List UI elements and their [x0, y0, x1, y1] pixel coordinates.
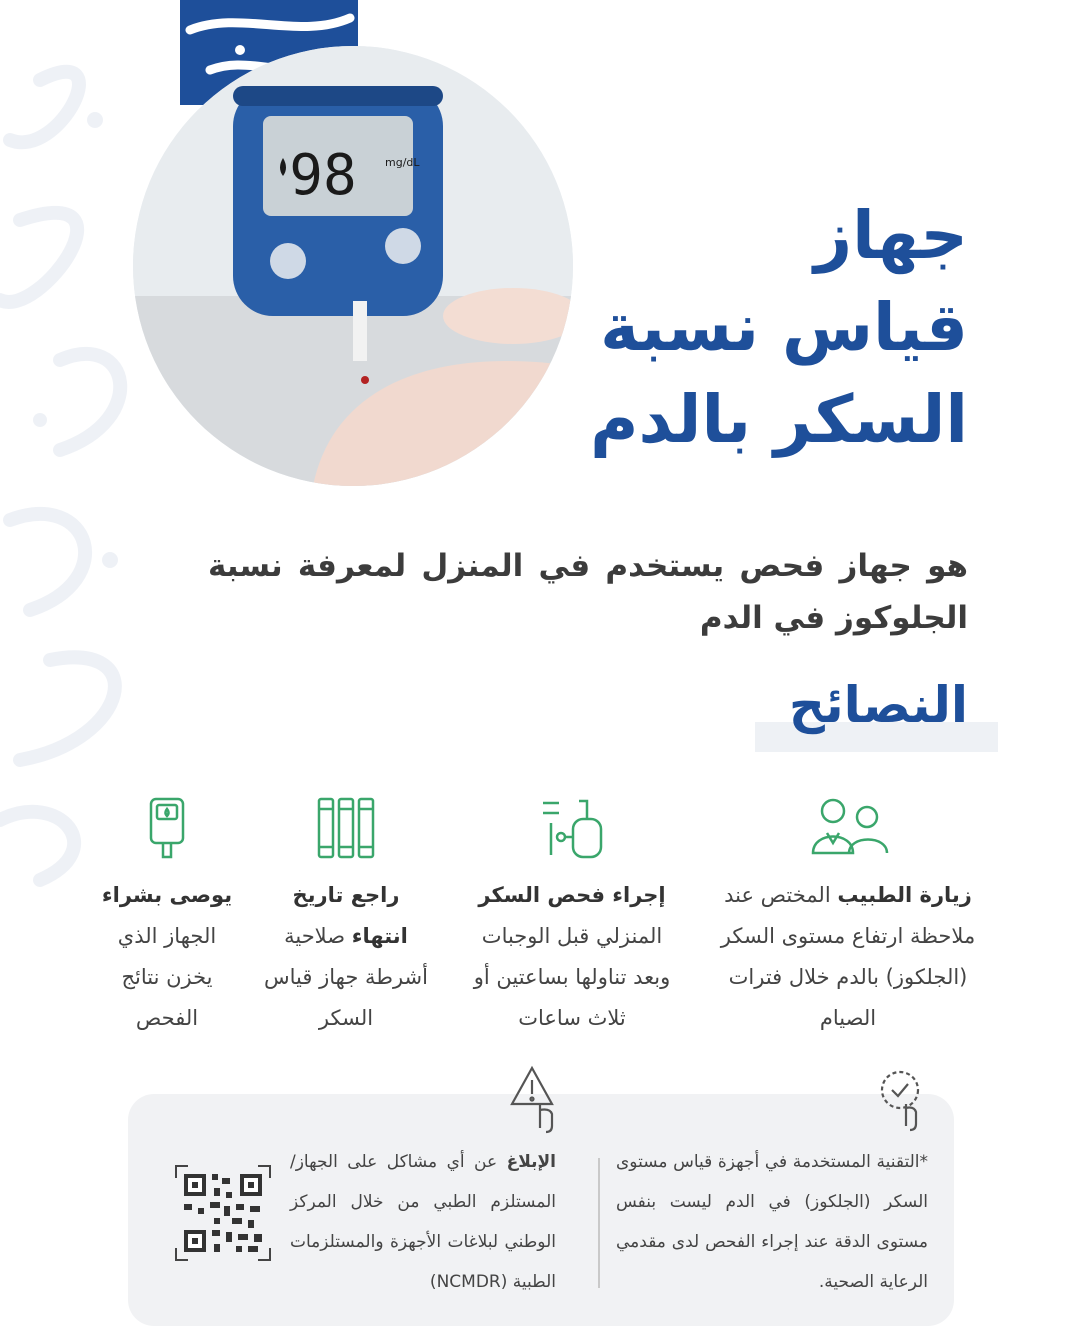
tip-home-test-bold: إجراء فحص السكر [478, 883, 666, 907]
report-notice-body: عن أي مشاكل على الجهاز/ المستلزم الطبي من خلال المركز الوطني لبلاغات الأجهزة والمستلزمات الطبية (NCMDR) [290, 1152, 556, 1292]
title-line-2: قياس نسبة [600, 289, 968, 366]
report-notice-bold: الإبلاغ [506, 1152, 556, 1172]
tip-doctor-visit-bold: زيارة الطبيب [837, 883, 972, 907]
tip-strip-expiry-body: صلاحية أشرطة جهاز قياس السكر [264, 924, 428, 1030]
notice-divider [598, 1158, 600, 1288]
test-strips-icon [316, 795, 376, 861]
tip-strip-expiry-bold: راجع تاريخ انتهاء [292, 883, 408, 948]
tip-home-test-body: المنزلي قبل الوجبات وبعد تناولها بساعتين أو ثلاث ساعات [473, 924, 671, 1030]
tip-device-memory [98, 795, 236, 1039]
glucose-meter-photo [133, 46, 573, 486]
tip-doctor-visit-text [716, 875, 980, 1039]
tip-device-memory-bold: يوصى بشراء [101, 883, 233, 907]
tip-strip-expiry [262, 795, 430, 1039]
glucose-meter-strip-icon [537, 795, 607, 861]
tips-heading: النصائح [788, 676, 968, 734]
device-description: هو جهاز فحص يستخدم في المنزل لمعرفة نسبة الجلوكوز في الدم [208, 548, 968, 636]
tip-home-test-text [460, 875, 684, 1039]
check-touch-icon [876, 1068, 932, 1134]
tip-device-memory-body: الجهاز الذي يخزن نتائج الفحص [117, 924, 217, 1030]
ncmdr-qr-code[interactable] [174, 1164, 272, 1262]
tip-device-memory-text [98, 875, 236, 1039]
warning-touch-icon [508, 1064, 564, 1134]
page-title [548, 190, 968, 466]
glucose-device-icon [147, 795, 187, 861]
meter-unit: mg/dL [385, 156, 420, 169]
tip-doctor-visit [716, 795, 980, 1039]
title-line-1: جهاز [814, 197, 968, 274]
tip-home-test [460, 795, 684, 1039]
title-line-3: السكر بالدم [590, 381, 968, 458]
report-notice [290, 1142, 556, 1302]
tip-doctor-visit-body: المختص عند ملاحظة ارتفاع مستوى السكر (الجلكوز) بالدم خلال فترات الصيام [720, 883, 976, 1030]
tip-strip-expiry-text [262, 875, 430, 1039]
doctor-visit-icon [803, 795, 893, 861]
meter-reading: 98 [289, 143, 357, 208]
accuracy-notice: *التقنية المستخدمة في أجهزة قياس مستوى السكر (الجلكوز) في الدم ليست بنفس مستوى الدقة عند إجراء الفحص لدى مقدمي الرعاية الصحية. [616, 1152, 928, 1292]
